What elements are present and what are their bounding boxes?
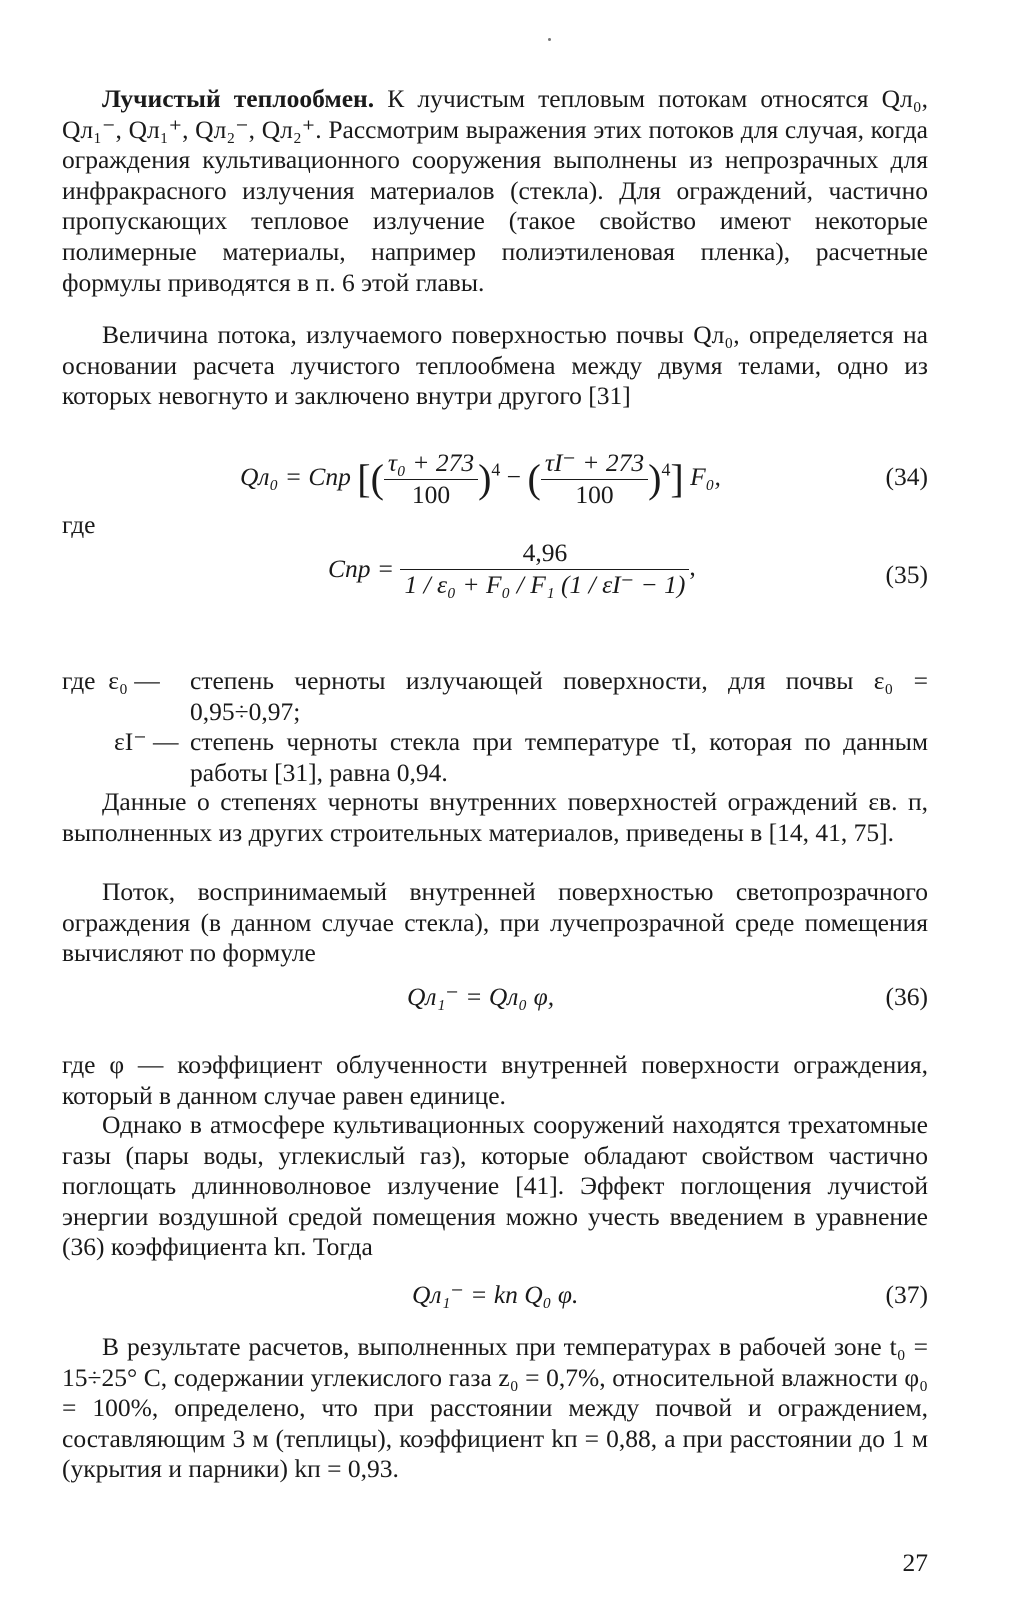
definition-eps1: εI⁻ — степень черноты стекла при температуре τI, которая по данным работы [31], равна 0,94. (114, 727, 928, 787)
paragraph-atmosphere: Однако в атмосфере культивационных сооружений находятся трехатомные газы (пары воды, углекислый газ), которые обладают свойством частично поглощать длинноволновое излучение [41]. Эффект поглощения лучистой энергии воздушной средой помещения можно учесть введением в уравнение (36) коэффициента kп. Тогда (62, 1110, 928, 1262)
equation-number-36: (36) (885, 982, 928, 1011)
equation-35: Cпр = $\frac{4,96}{\text{1 / ε₀ + F₀ / F₁ (1 / εI⁻ − 1)}}$ , (35) (328, 538, 928, 599)
equation-37 (62, 1278, 928, 1318)
eq35-fraction: $\frac{4,96}{\text{1 / ε₀ + F₀ / F₁ (1 / εI⁻ − 1)}}$ (400, 538, 689, 600)
eq36-expression: Qл₁⁻ = Qл₀ φ, (407, 982, 555, 1011)
equation-number-34: (34) (885, 462, 928, 491)
equation-number-35: (35) (885, 560, 928, 589)
definition-phi: где φ — коэффициент облученности внутренней поверхности ограждения, который в данном случае равен единице. (62, 1050, 928, 1110)
paragraph-results: В результате расчетов, выполненных при температурах в рабочей зоне t₀ = 15÷25° С, содержании углекислого газа z₀ = 0,7%, относительной влажности φ₀ = 100%, определено, что при расстоянии между почвой и ограждением, составляющим 3 м (теплицы), коэффициент kп = 0,88, а при расстоянии до 1 м (укрытия и парники) kп = 0,93. (62, 1332, 928, 1484)
eq34-lhs: Qл₀ = Cпр (240, 461, 351, 491)
where-label: где (62, 510, 96, 539)
paragraph-emissivity-data: Данные о степенях черноты внутренних поверхностей ограждений εв. п, выполненных из других строительных материалов, приведены в [14, 41, 75]. (62, 787, 928, 847)
eq34-fraction-2: $\frac{\tau I^- + 273}{100}$ (541, 448, 648, 510)
definitions-list (62, 666, 928, 788)
equation-36 (62, 980, 928, 1020)
eq34-tail: F₀, (690, 461, 721, 491)
page-number: 27 (902, 1548, 928, 1577)
paragraph-received-flux: Поток, воспринимаемый внутренней поверхностью светопрозрачного ограждения (в данном случае стекла), при лучепрозрачной среде помещения вычисляют по формуле (62, 877, 928, 968)
eq35-lhs: Cпр = (328, 553, 395, 583)
paragraph-soil-flux: Величина потока, излучаемого поверхностью почвы Qл₀, определяется на основании расчета лучистого теплообмена между двумя телами, одно из которых невогнуто и заключено внутри другого [31] (62, 320, 928, 411)
section-lead: Лучистый теплообмен. (102, 84, 375, 113)
equation-34: Qл₀ = Cпр [( $\frac{\text{τ₀ + 273}}{100}$ )$^4$ − ( $\frac{\tau I^- + 273}{100}$ )$^4$] F₀, (34) (240, 448, 928, 509)
paragraph-text: К лучистым тепловым потокам относятся Qл₀, Qл₁⁻, Qл₁⁺, Qл₂⁻, Qл₂⁺. Рассмотрим выражения этих потоков для случая, когда ограждения культивационного сооружения выполнены из непрозрачных для инфракрасного излучения материалов (стекла). Для ограждений, частично пропускающих тепловое излучение (такое свойство имеют некоторые полимерные материалы, например полиэтиленовая пленка), расчетные формулы приводятся в п. 6 этой главы. (62, 84, 928, 297)
equation-number-37: (37) (885, 1280, 928, 1309)
eq37-expression: Qл₁⁻ = kп Q₀ φ. (412, 1280, 579, 1309)
print-speck (548, 38, 551, 41)
eq34-fraction-1: $\frac{\text{τ₀ + 273}}{100}$ (384, 448, 478, 510)
definition-eps0: где ε₀ — степень черноты излучающей поверхности, для почвы ε₀ = 0,95÷0,97; (62, 666, 928, 726)
paragraph-radiant-exchange (62, 84, 928, 298)
